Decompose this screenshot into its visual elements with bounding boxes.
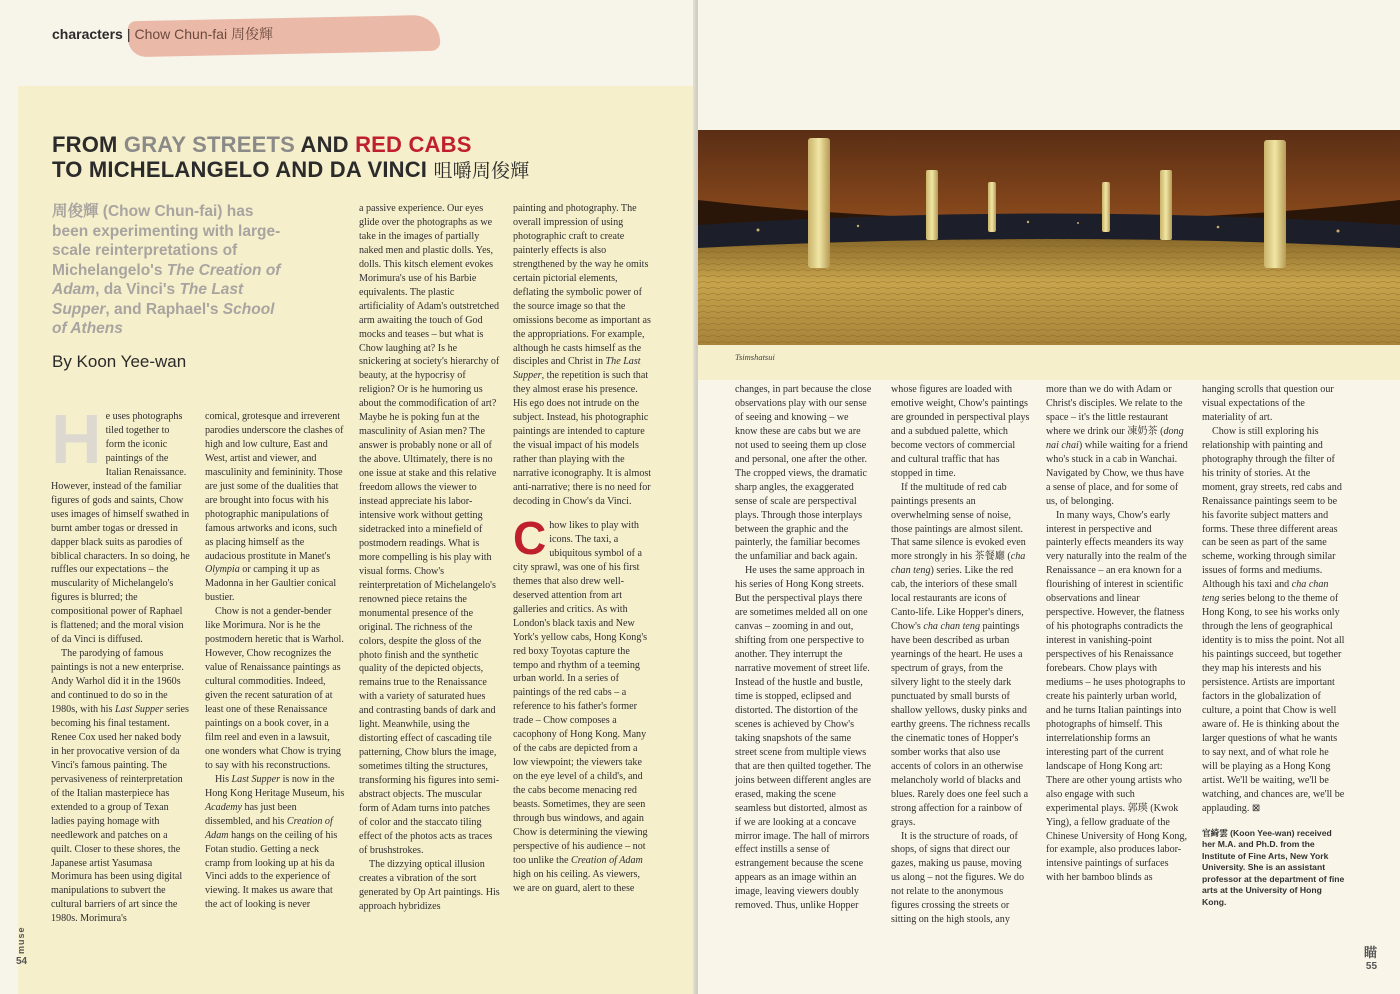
deck-text: , and Raphael's	[105, 300, 223, 318]
deck-text: 周俊輝 (Chow Chun-fai) has been experimenting with large-scale reinterpretations of Michelangelo's	[52, 203, 281, 279]
paragraph: , the repetition is such that they almost erase his presence. His ego does not intrude on the subject. Instead, his photographic paintings are intended to capture the visual impact of his models rather than playing with the narrative iconography. It is almost anti-narrative; there is no need for decoding in Chow's da Vinci.	[513, 370, 652, 508]
page-folio-right	[1364, 942, 1377, 972]
tsimshatsui-panorama	[698, 130, 1400, 345]
panorama-image	[698, 130, 1400, 345]
page-number: 55	[1365, 961, 1378, 972]
headline-gray-streets: GRAY STREETS	[123, 132, 296, 157]
drop-cap-h: H	[51, 400, 102, 478]
paragraph: The parodying of famous paintings is not a new enterprise. Andy Warhol did it in the 1960s and continued to do so in the 1980s, with his	[51, 648, 184, 716]
work-title: cha chan teng	[923, 621, 981, 633]
deck-title: School of Athens	[52, 300, 275, 337]
article-column-5	[735, 383, 873, 913]
photo-caption: Tsimshatsui	[735, 352, 775, 362]
work-title: Academy	[205, 801, 242, 813]
page-number: 54	[16, 956, 28, 967]
paragraph: a passive experience. Our eyes glide over the photographs as we take in the images of partially naked men and plastic dolls. Yes, dolls. This kitsch element evokes Morimura's use of his Barbie equivalents. The plastic artificiality of Adam's outstretched arm awaiting the touch of God mocks and teases – but what is Chow laughing at? Is he snickering at society's hierarchy of beauty, at the hypocrisy of religion? Or is he humoring us about the commodification of art? Maybe he is poking fun at the masculinity of Asian men? The answer is probably none or all of the above. Ultimately, there is no one issue at stake and this relative freedom allows the viewer to instead appreciate his labor-intensive work without getting sidetracked into a minefield of postmodern readings. What is more compelling is his play with visual forms. Chow's reinterpretation of Michelangelo's renowned piece retains the monumental presence of the original. The richness of the colors, despite the gloss of the photo finish and the synthetic quality of the depicted objects, remains true to the Renaissance with a variety of saturated hues and contrasting bands of dark and light. Meanwhile, using the distorting effect of cascading tile patterning, Chow blurs the image, sometimes tilting the structures, transforming his figures into semi-abstract objects. The muscular form of Adam turns into patches of color and the staccato tiling effect of the photos acts as traces of brushstrokes.	[359, 203, 500, 856]
paragraph: In many ways, Chow's early interest in perspective and painterly effects meanders its way very naturally into the realm of the Renaissance – an era known for a flourishing of interest in scientific observations and linear perspective. However, the flatness of his photographs contradicts the interest in vanishing-point perspectives of his Renaissance forebears. Chow plays with mediums – he uses photographs to create his painterly urban world, and he turns Italian paintings into photographs of himself. This interrelationship forms an interesting part of the current landscape of Hong Kong art: There are other young artists who also engage with such experimental plays. 郭瑛 (Kwok Ying), a fellow graduate of the Chinese University of Hong Kong, for example, also produces labor-intensive paintings of surfaces with her bamboo blinds as	[1046, 509, 1188, 884]
article-column-1	[51, 400, 191, 926]
paragraph: series belong to the theme of Hong Kong, to see his works only through the lens of geographical identity is to miss the point. Not all his paintings succeed, but together they map his interests and his persistence. Artists are important factors in the globalization of culture, a point that Chow is well aware of. He is thinking about the larger questions of what he wants to say next, and of what role he will be playing as a Hong Kong artist. We'll be waiting, we'll be watching, and chances are, we'll be applauding.	[1202, 593, 1345, 814]
headline-part: AND	[295, 132, 356, 157]
paragraph: The dizzying optical illusion creates a vibration of the sort generated by Op Art paintings. His approach hybridizes	[359, 858, 500, 912]
paragraph: ) series. Like the red cab, the interiors of these small local restaurants are icons of Canto-life. Like Hopper's diners, Chow's	[891, 565, 1024, 633]
paragraph: hanging scrolls that question our visual expectations of the materiality of art.	[1202, 384, 1334, 423]
paragraph: He uses the same approach in his series of Hong Kong streets. But the perspectival plays there are sometimes melded all on one canvas – zooming in and out, shifting from one perspective to another. They interrupt the narrative movement of street life. Instead of the hustle and bustle, time is stopped, eclipsed and distorted. The distortion of the scenes is achieved by Chow's taking snapshots of the same street scene from multiple views that are then quilted together. The joins between different angles are erased, making the scene seamless but distorted, almost as if we are looking at a concave mirror image. The hall of mirrors effect instills a sense of estrangement because the scene appears as an image within an image, leaving viewers doubly removed. Thus, unlike Hopper	[735, 565, 872, 912]
article-column-4	[513, 202, 654, 896]
work-title: cha chan teng	[891, 551, 1026, 577]
article-column-3	[359, 202, 500, 914]
deck-title: The Last Supper	[52, 281, 244, 318]
magazine-name-chinese: 瞄	[1364, 945, 1378, 960]
end-mark-icon: ⊠	[1251, 802, 1261, 814]
headline	[52, 132, 652, 184]
paragraph: has just been dissembled, and his	[205, 801, 297, 827]
paragraph: paintings have been described as urban yearnings of the heart. He uses a spectrum of grays, from the silvery light to the steely dark punctuated by small bursts of shallow yellows, dusky pinks and earthy greens. The richness recalls the cinematic tones of Hopper's somber works that also use accents of colors in an otherwise melancholy world of blacks and blues. Rarely does one feel such a strong affection for a rainbow of grays.	[891, 621, 1031, 828]
work-title: dong nai chai	[1046, 425, 1184, 451]
paragraph: hangs on the ceiling of his Fotan studio. Getting a neck cramp from looking up at his da Vinci adds to the experience of viewing. It makes us aware that the act of looking is never	[205, 829, 338, 911]
paragraph: Chow is not a gender-bender like Morimura. Nor is he the postmodern heretic that is Warhol. However, Chow recognizes the value of Renaissance paintings as cultural commodities. Indeed, given the recent saturation of at least one of these Renaissance paintings on a book cover, in a film reel and even in a lawsuit, one wonders what Chow is trying to say with his reconstructions.	[205, 606, 344, 771]
paragraph: high on his ceiling. As viewers, we are on guard, alert to these	[513, 868, 640, 894]
magazine-name: muse	[16, 926, 26, 954]
paragraph: ) while waiting for a friend who's stuck in a cab in Wanchai. Navigated by Chow, we thus have a sense of place, and for some of us, of belonging.	[1046, 439, 1188, 507]
standfirst	[52, 202, 288, 339]
headline-red-cabs: RED CABS	[355, 132, 472, 157]
headline-chinese: 咀嚼周俊輝	[433, 161, 530, 182]
header-divider: |	[126, 26, 131, 42]
byline: By Koon Yee-wan	[52, 352, 187, 371]
article-column-7	[1046, 383, 1188, 885]
paragraph: is now in the Hong Kong Heritage Museum, his	[205, 773, 345, 799]
right-page	[698, 0, 1400, 994]
article-column-2	[205, 410, 345, 912]
deck-text: , da Vinci's	[95, 281, 180, 298]
work-title: The Last Supper	[513, 356, 641, 382]
work-title: cha chan teng	[1202, 579, 1329, 605]
paragraph: series becoming his final testament. Renee Cox used her naked body in her provocative version of da Vinci's famous painting. The pervasiveness of reinterpretation of the Italian masterpiece has extended to a group of Texan ladies paying homage with needlework and patches on a quilt. Closer to these shores, the Japanese artist Yasumasa Morimura has been using digital manipulations to subvert the cultural barriers of art since the 1980s. Morimura's	[51, 704, 189, 925]
subject-name: Chow Chun-fai 周俊輝	[134, 26, 273, 42]
section-label: characters	[52, 26, 123, 42]
author-bio: 官綺雲 (Koon Yee-wan) received her M.A. and Ph.D. from the Institute of Fine Arts, New York University. She is an assistant professor at the department of fine arts at the University of Hong Kong.	[1202, 827, 1345, 907]
paragraph: e uses photographs tiled together to form the iconic paintings of the Italian Renaissance. However, instead of the familiar figures of gods and saints, Chow uses images of himself swathed in burnt amber togas or dressed in dapper black suits as parodies of biblical characters. In so doing, he ruffles our expectations – the muscularity of Michelangelo's figures is blurred; the compositional power of Raphael is flattened; and the moral vision of da Vinci is diffused.	[51, 411, 190, 646]
paragraph: more than we do with Adam or Christ's disciples. We relate to the space – it's the little restaurant where we drink our 凍奶茶 (	[1046, 384, 1183, 437]
paragraph: comical, grotesque and irreverent parodies underscore the clashes of high and low culture, East and West, artist and viewer, and masculinity and femininity. Those are just some of the dualities that are brought into focus with his photographic manipulations of famous artworks and icons, such as placing himself as the audacious prostitute in Manet's	[205, 411, 344, 562]
paragraph: or camping it up as Madonna in her Gaultier conical bustier.	[205, 564, 337, 604]
paragraph: If the multitude of red cab paintings presents an overwhelming sense of noise, those paintings are almost silent. That same silence is evoked even more strongly in his 茶餐廳 (	[891, 481, 1026, 563]
left-page	[0, 0, 695, 994]
section-header	[52, 24, 273, 44]
work-title: Creation of Adam	[571, 854, 643, 866]
paragraph: painting and photography. The overall impression of using photographic craft to create painterly effects is also strengthened by the way he omits certain pictorial elements, deflating the symbolic power of the source image so that the omissions become as important as the appropriations. For example, although he casts himself as the disciples and Christ in	[513, 203, 651, 368]
paragraph: whose figures are loaded with emotive weight, Chow's paintings are grounded in perspectival plays and a subdued palette, which become vectors of commercial and cultural traffic that has stopped in time.	[891, 384, 1030, 479]
work-title: Olympia	[205, 564, 240, 576]
article-column-6	[891, 383, 1031, 927]
paragraph: It is the structure of roads, of shops, of signs that direct our gazes, making us pause, moving us along – not the figures. We do not relate to the anonymous figures crossing the streets or sitting on the high stools, any	[891, 830, 1025, 926]
headline-part: FROM	[52, 132, 124, 157]
paragraph: changes, in part because the close observations play with our sense of seeing and knowing – we know these are cabs but we are not used to seeing them up close and personal, one after the other. The cropped views, the dramatic sharp angles, the exaggerated sense of scale are perspectival plays. Through those interplays between the graphic and the painterly, the familiar becomes the unfamiliar and back again.	[735, 384, 872, 563]
deck-title: The Creation of Adam	[52, 261, 281, 298]
article-column-8	[1202, 383, 1346, 908]
work-title: Creation of Adam	[205, 815, 333, 841]
headline-line2: TO MICHELANGELO AND DA VINCI	[52, 157, 434, 182]
paragraph: His	[215, 773, 232, 785]
drop-cap-c: C	[513, 511, 547, 564]
paragraph: how likes to play with icons. The taxi, a ubiquitous symbol of a city sprawl, was one of his first themes that also drew well-deserved attention from art galleries and critics. As with London's black taxis and New York's yellow cabs, Hong Kong's red boxy Toyotas capture the tempo and rhythm of a teeming urban world. In a series of paintings of the red cabs – a reference to his father's former trade – Chow composes a cacophony of Hong Kong. Many of the cabs are depicted from a low viewpoint; the viewers take on the eye level of a child's, and the cabs become menacing red beasts. Sometimes, they are seen through bus windows, and again Chow is determining the viewing perspective of his audience – not too unlike the	[513, 519, 648, 866]
work-title: Last Supper	[231, 773, 281, 785]
paragraph: Chow is still exploring his relationship with painting and photography through the filter of his trinity of stories. At the moment, gray streets, red cabs and Renaissance paintings seem to be his favorite subject matters and forms. These three different areas can be seen as part of the same scheme, working through similar issues of forms and mediums. Although his taxi and	[1202, 425, 1342, 591]
work-title: Last Supper	[114, 704, 164, 716]
